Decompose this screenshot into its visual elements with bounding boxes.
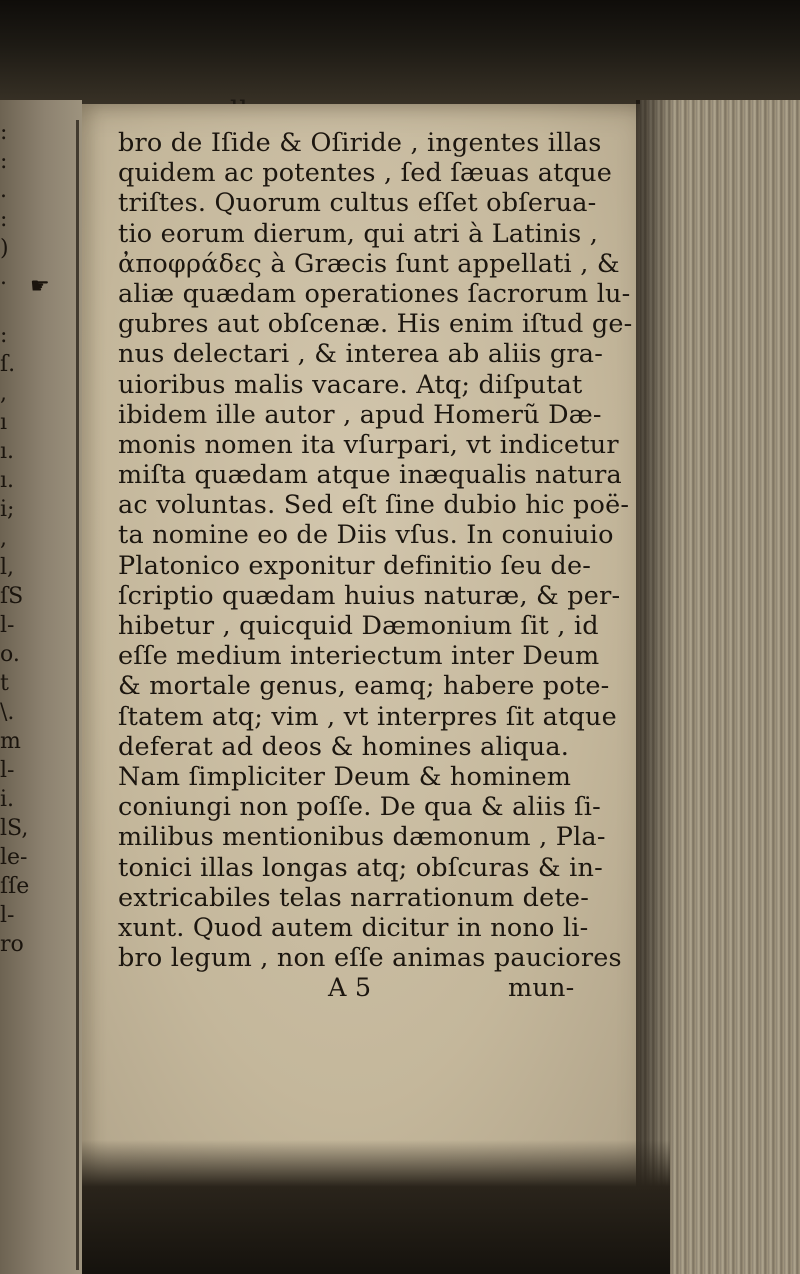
text-line: ta nomine eo de Diis vſus. In conuiuio <box>118 520 614 551</box>
text-line: coniungi non poſſe. De qua & aliis ſi- <box>118 792 601 823</box>
margin-fragment: t <box>0 671 9 696</box>
margin-fragment: l- <box>0 613 15 638</box>
margin-fragment: \. <box>0 700 15 725</box>
catchword: mun- <box>508 973 575 1004</box>
margin-fragment: o. <box>0 642 20 667</box>
margin-fragment: l, <box>0 555 15 580</box>
margin-fragment: l- <box>0 903 15 928</box>
text-line: deferat ad deos & homines aliqua. <box>118 731 570 762</box>
margin-fragment: : <box>0 207 8 232</box>
text-line: ἀποφράδες à Græcis ſunt appellati , & <box>118 248 620 279</box>
margin-fragment: ) <box>0 236 9 261</box>
footer-line <box>118 973 638 1003</box>
signature-mark: A 5 <box>328 973 372 1004</box>
margin-fragment: : <box>0 323 8 348</box>
margin-fragment: l- <box>0 758 15 783</box>
margin-fragment: , <box>0 526 7 551</box>
text-line: ac voluntas. Sed eſt ſine dubio hic poë- <box>118 490 630 521</box>
top-shadow-band <box>0 0 800 112</box>
text-line: eſſe medium interiectum inter Deum <box>118 641 600 672</box>
margin-fragment: , <box>0 381 7 406</box>
margin-fragment: lS, <box>0 816 29 841</box>
margin-fragment: : <box>0 120 8 145</box>
text-line: xunt. Quod autem dicitur in nono li- <box>118 912 589 943</box>
text-line: uioribus malis vacare. Atq; diſputat <box>118 369 583 400</box>
text-line: bro de Iſide & Oſiride , ingentes illas <box>118 128 602 158</box>
text-line: & mortale genus, eamq; habere pote- <box>118 671 610 702</box>
text-line: milibus mentionibus dæmonum , Pla- <box>118 822 606 853</box>
margin-fragment: ro <box>0 932 24 957</box>
text-line: hibetur , quicquid Dæmonium ſit , id <box>118 611 599 641</box>
text-line: ibidem ille autor , apud Homerũ Dæ- <box>118 399 602 430</box>
text-line: quidem ac potentes , ſed ſæuas atque <box>118 158 613 189</box>
margin-fragment: ſS <box>0 584 24 609</box>
text-line: monis nomen ita vſurpari, vt indicetur <box>118 429 619 460</box>
text-line: bro legum , non eſſe animas pauciores <box>118 943 622 974</box>
margin-fragment: : <box>0 149 8 174</box>
margin-fragment: ſſe <box>0 874 30 899</box>
margin-fragment: ı. <box>0 439 15 464</box>
manicule-mark: ☛ <box>30 274 50 299</box>
text-line: ſcriptio quædam huius naturæ, & per- <box>118 580 621 611</box>
text-line: tonici illas longas atq; obſcuras & in- <box>118 852 603 883</box>
margin-fragment: i. <box>0 787 15 812</box>
text-line: nus delectari , & interea ab aliis gra- <box>118 339 604 370</box>
body-text <box>118 128 638 1003</box>
margin-fragment: . <box>0 178 7 203</box>
margin-fragment: . <box>0 265 7 290</box>
text-line: aliæ quædam operationes ſacrorum lu- <box>118 278 631 309</box>
margin-fragment: i; <box>0 497 15 522</box>
text-line: tio eorum dierum, qui atri à Latinis , <box>118 218 599 249</box>
margin-fragment: ſ. <box>0 352 16 377</box>
text-line: gubres aut obſcenæ. His enim iſtud ge- <box>118 309 633 340</box>
margin-fragment: ı <box>0 410 8 435</box>
text-line: extricabiles telas narrationum dete- <box>118 882 590 913</box>
margin-fragment: m <box>0 729 21 754</box>
bottom-shadow <box>82 1140 670 1274</box>
left-margin-fragments <box>0 118 40 959</box>
text-line: ſtatem atq; vim , vt interpres ſit atque <box>118 701 617 732</box>
text-line: Platonico exponitur definitio ſeu de- <box>118 550 592 581</box>
margin-fragment: ı. <box>0 468 15 493</box>
margin-fragment: le- <box>0 845 28 870</box>
text-line: triſtes. Quorum cultus eſſet obſerua- <box>118 188 597 219</box>
text-line: Nam ſimpliciter Deum & hominem <box>118 761 572 792</box>
text-line: miſta quædam atque inæqualis natura <box>118 460 622 491</box>
right-gutter-shadow <box>636 100 676 1274</box>
